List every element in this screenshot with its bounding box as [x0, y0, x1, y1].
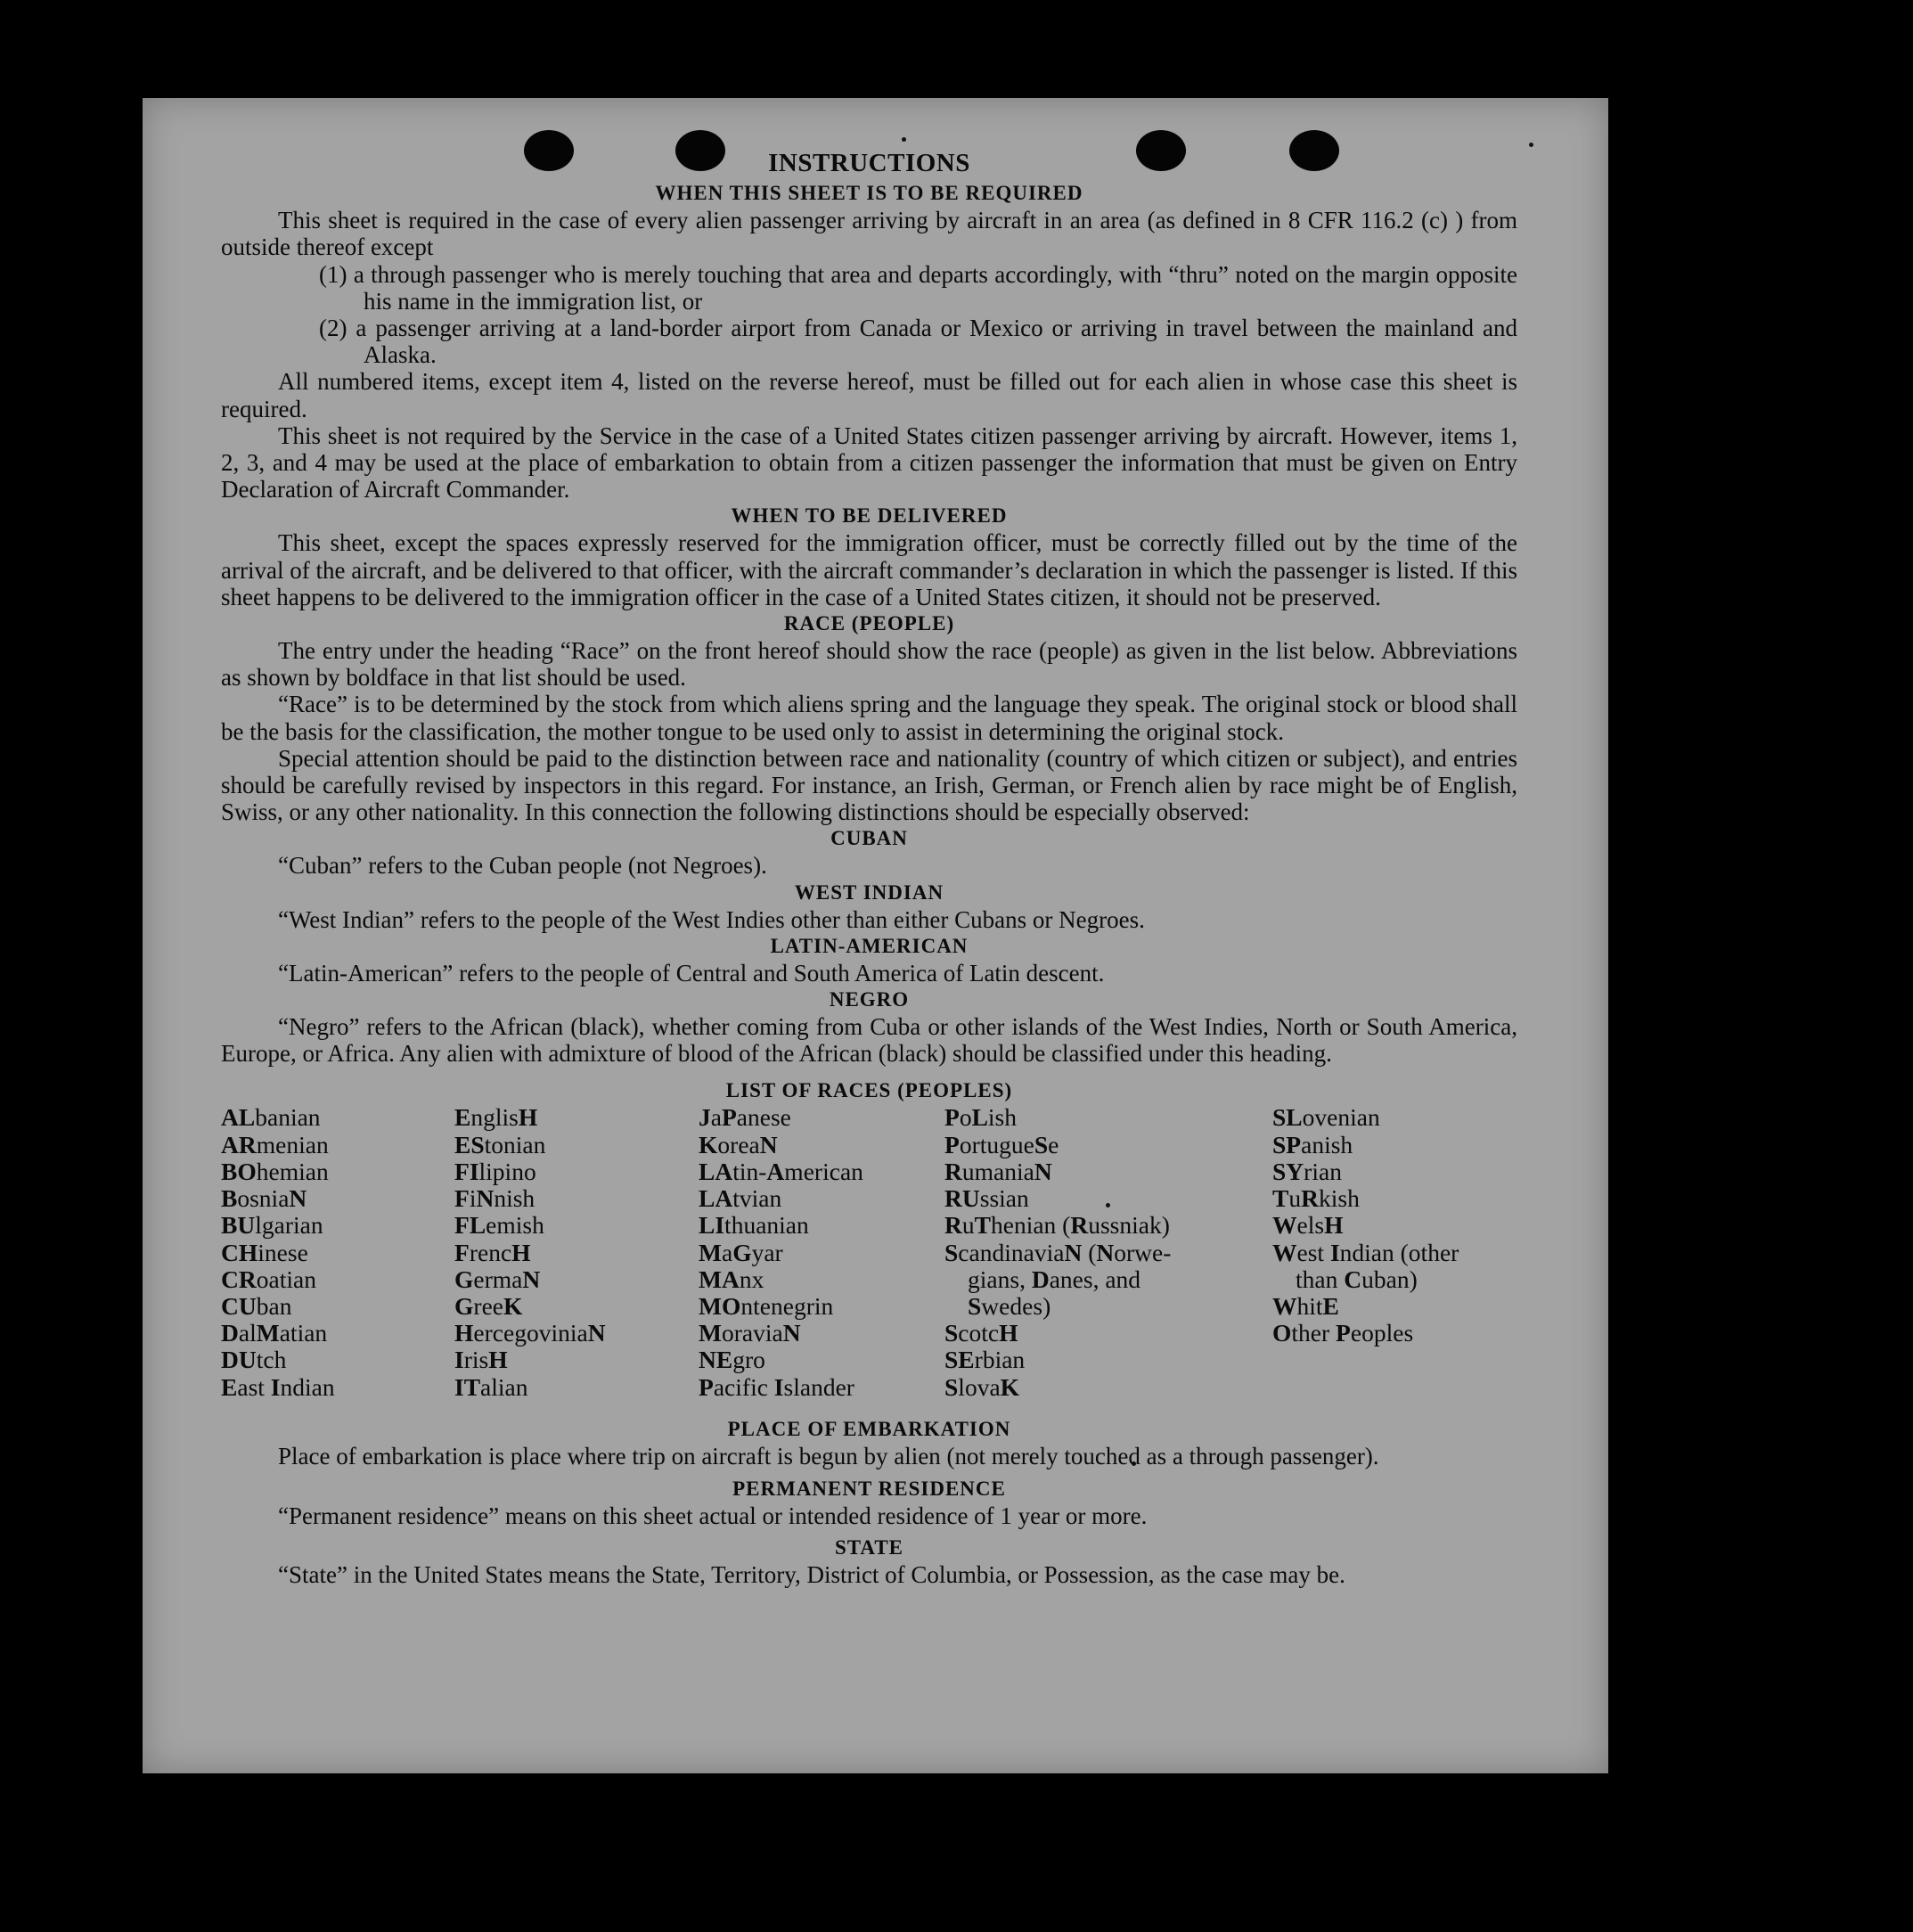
race-item: JaPanese — [699, 1103, 791, 1132]
races-column — [221, 1104, 335, 1400]
paragraph: “Negro” refers to the African (black), whether coming from Cuba or other islands of the West Indies, North or South America, Europe, or Africa. Any alien with admixture of blood of the African (black) should be classified under this heading. — [221, 1013, 1517, 1068]
section-heading: WHEN THIS SHEET IS TO BE REQUIRED — [655, 182, 1083, 205]
section-heading: LATIN-AMERICAN — [770, 934, 969, 957]
race-item: DUtch — [221, 1346, 287, 1374]
race-item: RuThenian (Russniak) — [944, 1211, 1170, 1240]
race-item: WelsH — [1272, 1211, 1344, 1240]
races-column — [944, 1104, 1171, 1400]
paragraph: Place of embarkation is place where trip on aircraft is begun by alien (not merely touched as a through passenger). — [278, 1443, 1379, 1470]
section-heading: NEGRO — [829, 988, 910, 1011]
race-item: ALbanian — [221, 1103, 321, 1132]
race-item: RUssian — [944, 1184, 1029, 1213]
paragraph: This sheet is required in the case of every alien passenger arriving by aircraft in an area (as defined in 8 CFR 116.2 (c) ) from outside thereof except — [221, 207, 1517, 261]
paragraph: “Latin-American” refers to the people of Central and South America of Latin descent. — [278, 959, 1105, 986]
list-item: (2) a passenger arriving at a land-border airport from Canada or Mexico or arriving in travel between the mainland and Alaska. — [319, 315, 1517, 369]
document-body — [221, 150, 1517, 1588]
races-list — [221, 1104, 1517, 1416]
paragraph: The entry under the heading “Race” on the front hereof should show the race (people) as given in the list below. Abbreviations as shown by boldface in that list should be used. — [221, 637, 1517, 692]
race-item: GreeK — [454, 1291, 523, 1320]
paragraph: This sheet, except the spaces expressly reserved for the immigration officer, must be correctly filled out by the time of the arrival of the aircraft, and be delivered to that officer, with the aircraft commander’s declaration in which the passenger is listed. If this sheet happens to be delivered to the immigration officer in the case of a United States citizen, it should not be preserved. — [221, 529, 1517, 610]
race-item: SlovaK — [944, 1372, 1020, 1401]
race-item: BosniaN — [221, 1184, 307, 1213]
section-heading: WEST INDIAN — [794, 880, 944, 904]
races-column — [1272, 1104, 1459, 1347]
race-item: CRoatian — [221, 1265, 316, 1293]
race-item: DalMatian — [221, 1319, 328, 1347]
section-heading: PLACE OF EMBARKATION — [727, 1418, 1011, 1441]
race-item: ITalian — [454, 1372, 528, 1401]
race-item: West Indian (other — [1272, 1238, 1459, 1266]
race-item: East Indian — [221, 1372, 335, 1401]
race-item: BUlgarian — [221, 1211, 323, 1240]
race-item: ScandinaviaN (Norwe- — [944, 1238, 1172, 1266]
section-heading: STATE — [834, 1535, 903, 1559]
race-item: EStonian — [454, 1130, 546, 1158]
race-item: Swedes) — [968, 1291, 1051, 1320]
race-item: IrisH — [454, 1346, 508, 1374]
paragraph: “West Indian” refers to the people of the West Indies other than either Cubans or Negroes. — [278, 905, 1145, 933]
race-item: LAtin-American — [699, 1157, 863, 1185]
race-item: SLovenian — [1272, 1103, 1380, 1132]
race-item: TuRkish — [1272, 1184, 1360, 1213]
race-item: than Cuban) — [1296, 1265, 1418, 1293]
race-item: SYrian — [1272, 1157, 1342, 1185]
race-item: MOntenegrin — [699, 1291, 834, 1320]
race-item: SPanish — [1272, 1130, 1353, 1158]
race-item: FLemish — [454, 1211, 544, 1240]
race-item: CUban — [221, 1291, 292, 1320]
paragraph: Special attention should be paid to the distinction between race and nationality (country of which citizen or subject), and entries should be carefully revised by inspectors in this regard. For instance, an Irish, German, or French alien by race might be of English, Swiss, or any other nationality. In this connection the following distinctions should be especially observed: — [221, 744, 1517, 826]
race-item: RumaniaN — [944, 1157, 1052, 1185]
race-item: LAtvian — [699, 1184, 782, 1213]
race-item: WhitE — [1272, 1291, 1339, 1320]
race-item: MoraviaN — [699, 1319, 801, 1347]
race-item: FiNnish — [454, 1184, 535, 1213]
document-sheet — [143, 98, 1608, 1773]
race-item: ScotcH — [944, 1319, 1018, 1347]
race-item: MaGyar — [699, 1238, 783, 1266]
race-item: BOhemian — [221, 1157, 329, 1185]
race-item: LIthuanian — [699, 1211, 809, 1240]
race-item: KoreaN — [699, 1130, 778, 1158]
paragraph: All numbered items, except item 4, listed on the reverse hereof, must be filled out for each alien in whose case this sheet is required. — [221, 368, 1517, 422]
paragraph: “Permanent residence” means on this sheet actual or intended residence of 1 year or more. — [278, 1502, 1148, 1529]
race-item: SErbian — [944, 1346, 1026, 1374]
race-item: PoLish — [944, 1103, 1017, 1132]
race-item: FIlipino — [454, 1157, 536, 1185]
race-item: FrencH — [454, 1238, 531, 1266]
race-item: gians, Danes, and — [968, 1265, 1141, 1293]
section-heading: WHEN TO BE DELIVERED — [731, 504, 1008, 528]
section-heading: CUBAN — [830, 827, 908, 850]
race-item: EnglisH — [454, 1103, 538, 1132]
race-item: HercegoviniaN — [454, 1319, 606, 1347]
race-item: ARmenian — [221, 1130, 329, 1158]
paragraph: This sheet is not required by the Service in the case of a United States citizen passenger arriving by aircraft. However, items 1, 2, 3, and 4 may be used at the place of embarkation to obtain from a citizen passenger the information that must be given on Entry Declaration of Aircraft Commander. — [221, 422, 1517, 503]
race-item: NEgro — [699, 1346, 765, 1374]
paragraph: “Race” is to be determined by the stock from which aliens spring and the language they speak. The original stock or blood shall be the basis for the classification, the mother tongue to be used only to assist in determining the original stock. — [221, 691, 1517, 745]
races-column — [454, 1104, 606, 1400]
races-heading: LIST OF RACES (PEOPLES) — [725, 1079, 1013, 1102]
section-heading: PERMANENT RESIDENCE — [732, 1477, 1006, 1500]
paragraph: “Cuban” refers to the Cuban people (not Negroes). — [278, 852, 767, 880]
race-item: PortugueSe — [944, 1130, 1059, 1158]
race-item: Pacific Islander — [699, 1372, 854, 1401]
race-item: CHinese — [221, 1238, 308, 1266]
section-heading: RACE (PEOPLE) — [783, 612, 955, 635]
document-title: INSTRUCTIONS — [768, 149, 970, 177]
races-column — [699, 1104, 863, 1400]
race-item: MAnx — [699, 1265, 764, 1293]
race-item: GermaN — [454, 1265, 541, 1293]
paragraph: “State” in the United States means the State, Territory, District of Columbia, or Possession, as the case may be. — [278, 1560, 1345, 1588]
race-item: Other Peoples — [1272, 1319, 1414, 1347]
list-item: (1) a through passenger who is merely touching that area and departs accordingly, with “thru” noted on the margin opposite his name in the immigration list, or — [319, 260, 1517, 315]
